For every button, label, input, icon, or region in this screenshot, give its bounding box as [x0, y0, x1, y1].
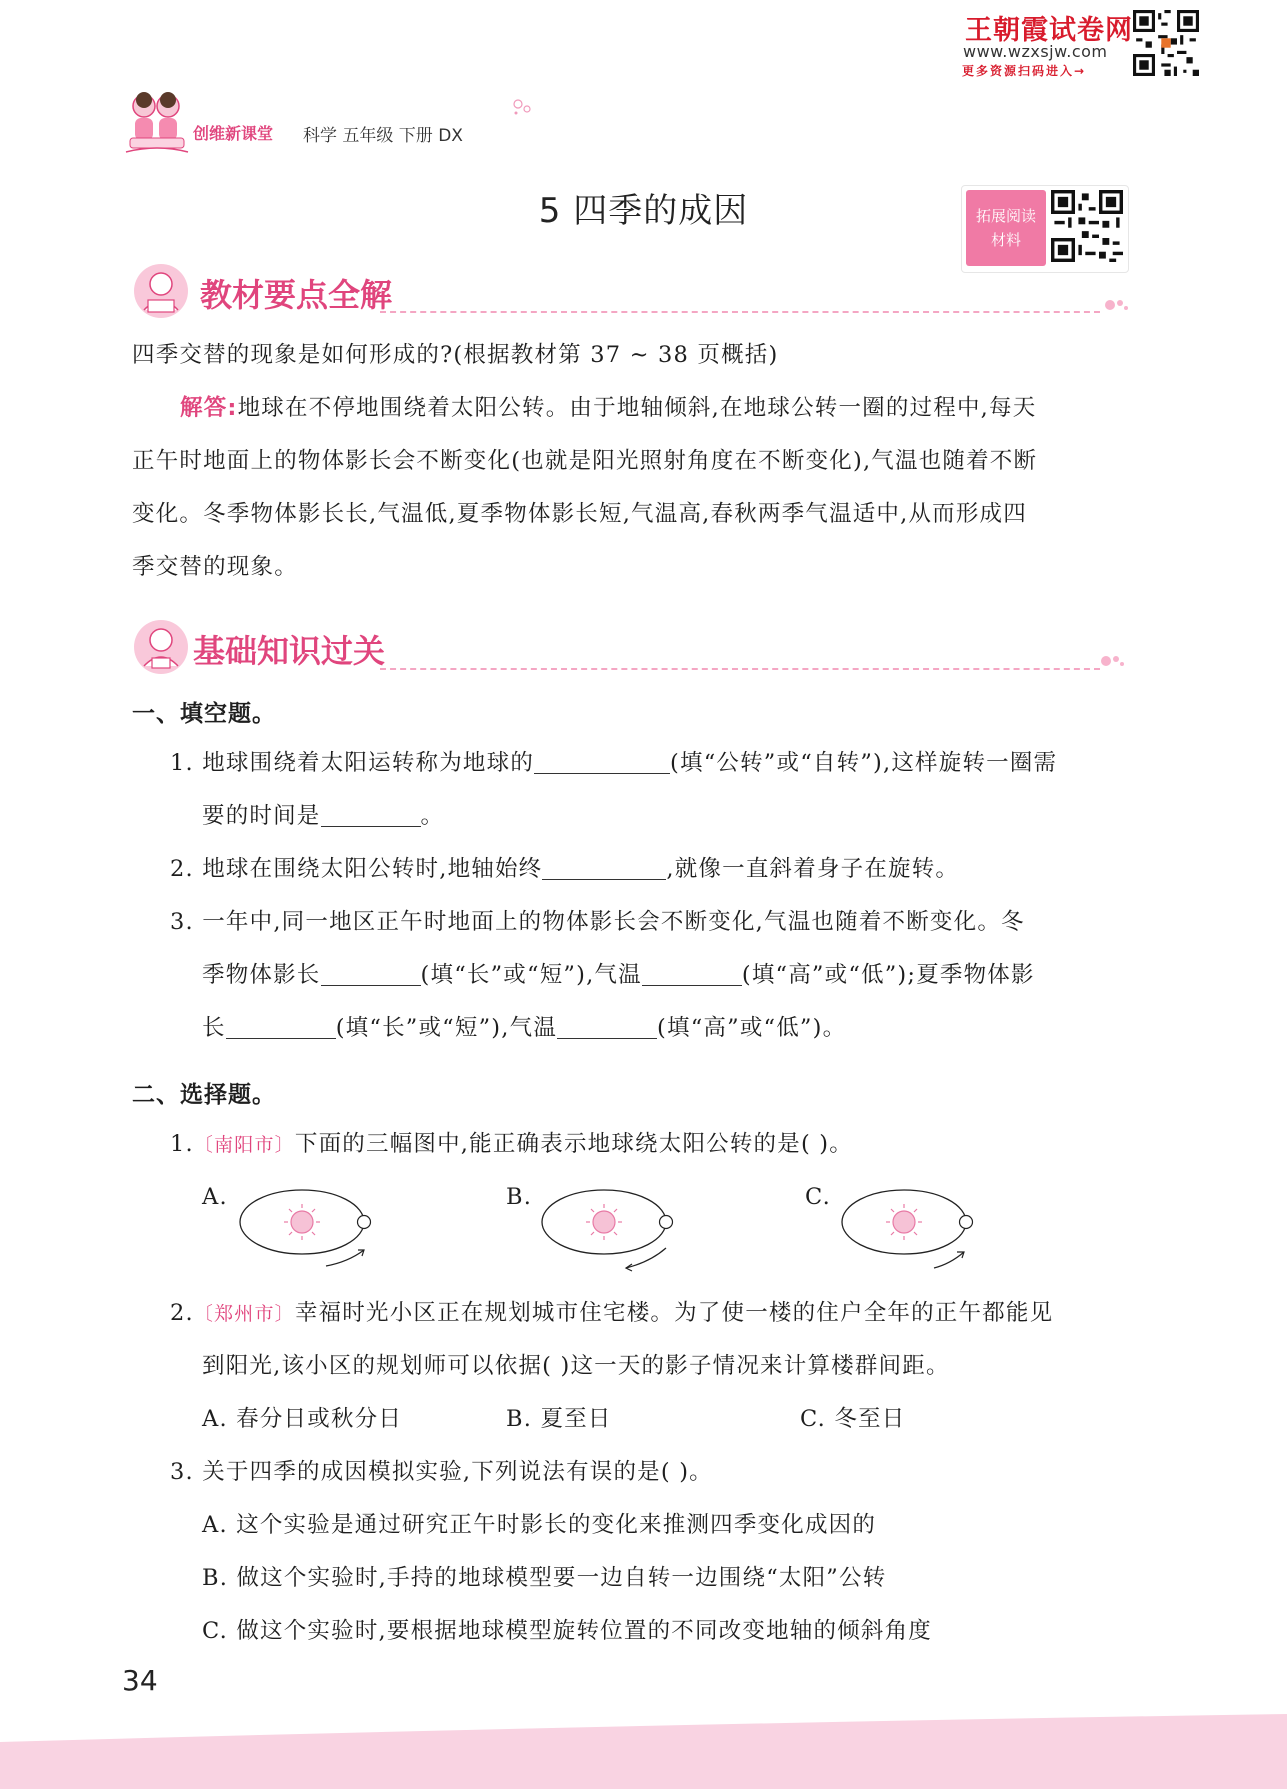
fill-q1-line2 [202, 801, 444, 831]
fill-q1-text-a: 1. 地球围绕着太阳运转称为地球的 [170, 750, 535, 776]
earth-icon [960, 1216, 973, 1229]
brand-qr-code[interactable] [1133, 10, 1199, 76]
fill-q1-blank-1[interactable] [534, 751, 670, 774]
fill-q3-blank-2[interactable] [642, 963, 742, 986]
choice-q2-option-c[interactable]: C. 冬至日 [800, 1406, 906, 1432]
choice-heading: 二、选择题。 [132, 1082, 276, 1108]
earth-icon [660, 1216, 673, 1229]
answer-label: 解答: [180, 395, 238, 421]
footer-band [0, 1708, 1287, 1789]
choice-q2-option-a[interactable]: A. 春分日或秋分日 [202, 1406, 403, 1432]
header-kids-logo [124, 88, 190, 158]
page-number: 34 [122, 1664, 158, 1697]
textbook-question: 四季交替的现象是如何形成的?(根据教材第 37 ~ 38 页概括) [132, 342, 779, 368]
answer-line-3: 变化。冬季物体影长长,气温低,夏季物体影长短,气温高,春秋两季气温适中,从而形成四 [132, 501, 1027, 527]
flower-decoration-icon [510, 96, 536, 118]
choice-q2-line1 [170, 1298, 1053, 1329]
orbit-diagram-b[interactable] [538, 1172, 684, 1272]
dots-decoration-icon [1104, 298, 1130, 312]
brand-title: 王朝霞试卷网 [965, 15, 1133, 46]
fill-q3-line2 [202, 960, 1035, 990]
fill-q1-text-c: 要的时间是 [202, 803, 321, 829]
choice-q3-line: 3. 关于四季的成因模拟实验,下列说法有误的是( )。 [170, 1459, 713, 1485]
choice-q1-text: 下面的三幅图中,能正确表示地球绕太阳公转的是( )。 [294, 1131, 853, 1157]
section-title-basics: 基础知识过关 [193, 632, 386, 670]
fill-q3-text-e: 长 [202, 1015, 226, 1041]
choice-q1-region-tag: 〔南阳市〕 [193, 1134, 295, 1156]
section-divider [380, 311, 1100, 313]
series-name: 创维新课堂 [193, 124, 274, 143]
choice-q3-option-a[interactable]: A. 这个实验是通过研究正午时影长的变化来推测四季变化成因的 [202, 1512, 877, 1538]
orbit-diagram-c[interactable] [838, 1172, 984, 1272]
choice-q1-option-a-label[interactable]: A. [202, 1184, 228, 1210]
sun-icon [886, 1204, 922, 1240]
orbit-diagram-a[interactable] [236, 1172, 382, 1272]
choice-q1-option-b-label[interactable]: B. [506, 1184, 533, 1210]
fill-q1-text-d: 。 [420, 803, 445, 829]
answer-text-1: 地球在不停地围绕着太阳公转。由于地轴倾斜,在地球公转一圈的过程中,每天 [237, 395, 1037, 421]
choice-q2-region-tag: 〔郑州市〕 [193, 1303, 295, 1325]
brand-scan-text: 更多资源扫码进入→ [962, 64, 1087, 78]
orbit-arrow-icon [934, 1252, 964, 1268]
dots-decoration-icon [1100, 654, 1126, 668]
fill-q1-text-b: (填“公转”或“自转”),这样旋转一圈需 [670, 750, 1058, 776]
fill-q2-line [170, 854, 959, 884]
fill-q2-text-b: ,就像一直斜着身子在旋转。 [666, 856, 960, 882]
choice-q2-option-b[interactable]: B. 夏至日 [506, 1406, 612, 1432]
fill-q2-blank[interactable] [542, 857, 666, 880]
section-divider [380, 668, 1100, 670]
fill-q3-text-g: (填“高”或“低”)。 [657, 1015, 847, 1041]
brand-url[interactable]: www.wzxsjw.com [963, 42, 1108, 61]
answer-line-1 [180, 393, 1036, 423]
sun-icon [284, 1204, 320, 1240]
fill-q1-line1 [170, 748, 1057, 778]
fill-q1-blank-2[interactable] [321, 804, 421, 827]
answer-line-4: 季交替的现象。 [132, 554, 298, 580]
fill-q3-text-b: 季物体影长 [202, 962, 321, 988]
fill-q3-blank-3[interactable] [226, 1016, 336, 1039]
extended-reading-label[interactable] [966, 190, 1046, 266]
choice-q1-option-c-label[interactable]: C. [805, 1184, 831, 1210]
fill-q3-text-f: (填“长”或“短”),气温 [335, 1015, 558, 1041]
fill-q3-blank-1[interactable] [321, 963, 421, 986]
choice-q1-number: 1. [170, 1131, 194, 1157]
fill-q3-text-c: (填“长”或“短”),气温 [420, 962, 642, 988]
sun-icon [586, 1204, 622, 1240]
section-title-textbook: 教材要点全解 [200, 276, 393, 314]
choice-q1-line [170, 1129, 853, 1160]
subject-info: 科学 五年级 下册 DX [303, 126, 463, 146]
fill-q3-blank-4[interactable] [557, 1016, 657, 1039]
choice-q3-option-c[interactable]: C. 做这个实验时,要根据地球模型旋转位置的不同改变地轴的倾斜角度 [202, 1618, 932, 1644]
answer-line-2: 正午时地面上的物体影长会不断变化(也就是阳光照射角度在不断变化),气温也随着不断 [132, 448, 1038, 474]
choice-q3-option-b[interactable]: B. 做这个实验时,手持的地球模型要一边自转一边围绕“太阳”公转 [202, 1565, 887, 1591]
textbook-section-icon [132, 262, 190, 320]
fill-blank-heading: 一、填空题。 [132, 701, 276, 727]
extended-reading-qr-code[interactable] [1051, 190, 1123, 262]
choice-q2-text: 幸福时光小区正在规划城市住宅楼。为了使一楼的住户全年的正午都能见 [294, 1300, 1054, 1326]
fill-q3-line3 [202, 1013, 846, 1043]
lesson-title: 5 四季的成因 [538, 191, 749, 231]
basic-knowledge-section-icon [132, 618, 190, 676]
fill-q3-line1: 3. 一年中,同一地区正午时地面上的物体影长会不断变化,气温也随着不断变化。冬 [170, 909, 1025, 935]
choice-q2-line2: 到阳光,该小区的规划师可以依据( )这一天的影子情况来计算楼群间距。 [202, 1353, 950, 1379]
fill-q3-text-d: (填“高”或“低”);夏季物体影 [741, 962, 1035, 988]
choice-q2-number: 2. [170, 1300, 194, 1326]
earth-icon [358, 1216, 371, 1229]
orbit-arrow-icon [326, 1250, 364, 1266]
extended-reading-text: 拓展阅读 材料 [975, 207, 1036, 249]
fill-q2-text-a: 2. 地球在围绕太阳公转时,地轴始终 [170, 856, 543, 882]
